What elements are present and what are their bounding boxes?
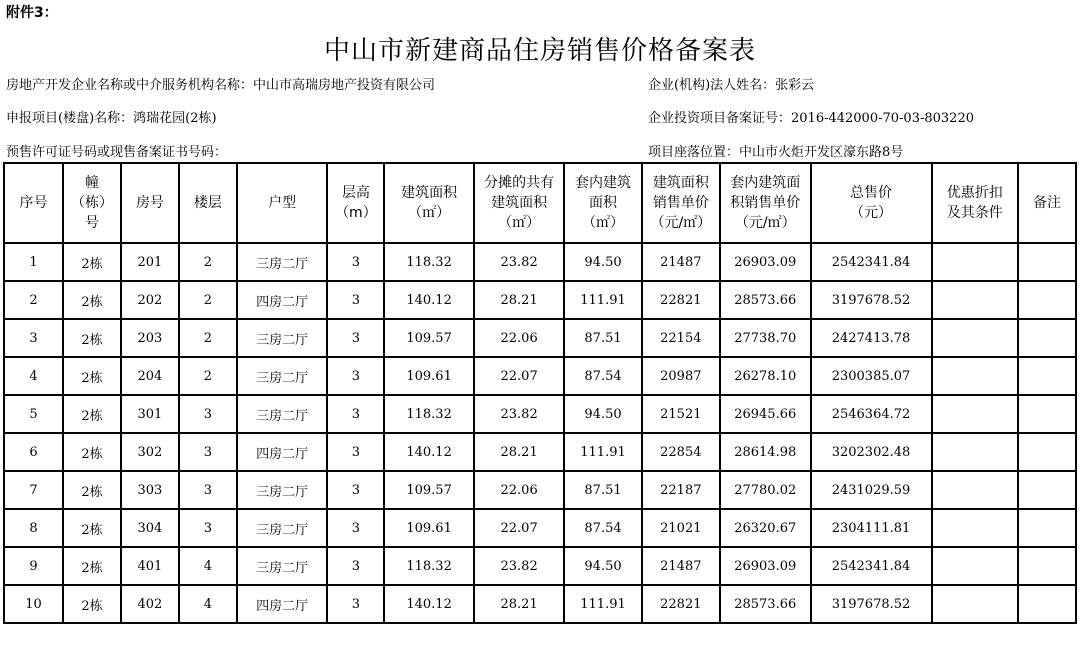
column-header <box>384 163 474 243</box>
table-cell: 87.54 <box>564 509 641 547</box>
table-cell: 26945.66 <box>720 395 811 433</box>
column-header <box>474 163 565 243</box>
table-cell: 2 <box>179 319 237 357</box>
table-cell <box>932 509 1018 547</box>
table-cell: 8 <box>4 509 63 547</box>
table-cell <box>1018 547 1076 585</box>
table-cell: 140.12 <box>384 281 474 319</box>
project-location: 项目座落位置：中山市火炬开发区濠东路8号 <box>648 145 904 160</box>
table-cell: 87.51 <box>564 319 641 357</box>
table-cell: 201 <box>121 243 179 281</box>
table-cell: 22.06 <box>474 319 565 357</box>
column-header-label: 序号 <box>19 195 48 211</box>
price-record-table <box>3 162 1077 624</box>
column-header-label: 层高 （m） <box>335 185 377 221</box>
table-cell: 三房二厅 <box>237 319 328 357</box>
table-cell: 三房二厅 <box>237 357 328 395</box>
column-header-label: 总售价 （元） <box>850 185 893 221</box>
table-body <box>4 243 1076 623</box>
table-cell <box>932 433 1018 471</box>
table-row <box>4 547 1076 585</box>
table-cell: 3 <box>179 509 237 547</box>
table-cell: 2栋 <box>63 281 121 319</box>
table-cell: 三房二厅 <box>237 395 328 433</box>
table-cell: 2546364.72 <box>811 395 932 433</box>
table-cell: 2栋 <box>63 243 121 281</box>
table-cell: 3 <box>327 509 384 547</box>
table-cell: 118.32 <box>384 243 474 281</box>
table-cell <box>932 395 1018 433</box>
table-cell: 203 <box>121 319 179 357</box>
table-cell: 3 <box>327 281 384 319</box>
table-cell: 2431029.59 <box>811 471 932 509</box>
table-cell <box>932 471 1018 509</box>
column-header-label: 幢 （栋） 号 <box>70 175 113 231</box>
table-cell <box>1018 243 1076 281</box>
table-cell: 5 <box>4 395 63 433</box>
column-header <box>237 163 328 243</box>
table-cell: 22.07 <box>474 357 565 395</box>
table-cell: 26903.09 <box>720 243 811 281</box>
table-cell: 94.50 <box>564 547 641 585</box>
table-cell: 3 <box>327 319 384 357</box>
table-cell: 2 <box>179 243 237 281</box>
table-row <box>4 281 1076 319</box>
table-cell: 23.82 <box>474 395 565 433</box>
table-cell: 22154 <box>642 319 720 357</box>
table-cell <box>1018 281 1076 319</box>
table-cell: 3 <box>327 471 384 509</box>
table-cell: 118.32 <box>384 547 474 585</box>
table-cell: 四房二厅 <box>237 585 328 623</box>
table-cell: 2栋 <box>63 585 121 623</box>
table-cell: 22.06 <box>474 471 565 509</box>
attachment-label: 附件3： <box>6 5 58 21</box>
table-cell: 3 <box>327 357 384 395</box>
table-cell: 3 <box>327 585 384 623</box>
table-cell: 三房二厅 <box>237 547 328 585</box>
table-row <box>4 509 1076 547</box>
table-cell: 109.61 <box>384 357 474 395</box>
table-cell: 111.91 <box>564 585 641 623</box>
table-cell <box>1018 585 1076 623</box>
column-header <box>564 163 641 243</box>
table-row <box>4 433 1076 471</box>
table-cell: 2 <box>179 281 237 319</box>
table-cell <box>932 281 1018 319</box>
table-cell: 2栋 <box>63 471 121 509</box>
table-cell: 2542341.84 <box>811 243 932 281</box>
table-cell: 2栋 <box>63 357 121 395</box>
table-cell: 21487 <box>642 547 720 585</box>
table-cell: 四房二厅 <box>237 433 328 471</box>
table-cell: 2542341.84 <box>811 547 932 585</box>
legal-representative: 企业(机构)法人姓名：张彩云 <box>648 78 815 93</box>
column-header <box>1018 163 1076 243</box>
column-header-label: 优惠折扣 及其条件 <box>946 185 1003 221</box>
table-cell <box>1018 395 1076 433</box>
table-cell: 2304111.81 <box>811 509 932 547</box>
column-header-label: 房号 <box>135 195 164 211</box>
table-cell: 94.50 <box>564 395 641 433</box>
table-cell: 2栋 <box>63 509 121 547</box>
table-cell: 21021 <box>642 509 720 547</box>
table-cell: 202 <box>121 281 179 319</box>
column-header-label: 套内建筑 面积 （㎡） <box>575 175 632 231</box>
table-cell: 28614.98 <box>720 433 811 471</box>
table-cell: 109.61 <box>384 509 474 547</box>
table-cell: 2 <box>179 357 237 395</box>
table-cell: 22821 <box>642 585 720 623</box>
table-cell <box>1018 471 1076 509</box>
table-cell <box>932 585 1018 623</box>
table-cell: 3 <box>4 319 63 357</box>
table-cell: 三房二厅 <box>237 243 328 281</box>
table-cell: 2栋 <box>63 547 121 585</box>
table-row <box>4 471 1076 509</box>
table-cell: 402 <box>121 585 179 623</box>
table-cell <box>932 243 1018 281</box>
column-header-label: 户型 <box>268 195 297 211</box>
table-cell <box>932 357 1018 395</box>
table-cell: 204 <box>121 357 179 395</box>
table-cell: 2300385.07 <box>811 357 932 395</box>
document-title: 中山市新建商品住房销售价格备案表 <box>323 36 756 66</box>
table-cell: 2栋 <box>63 319 121 357</box>
table-cell: 2427413.78 <box>811 319 932 357</box>
table-cell: 2栋 <box>63 433 121 471</box>
table-cell: 2 <box>4 281 63 319</box>
table-cell: 140.12 <box>384 433 474 471</box>
table-cell: 7 <box>4 471 63 509</box>
table-cell: 3 <box>179 395 237 433</box>
column-header-label: 备注 <box>1032 195 1061 211</box>
table-cell: 3 <box>327 395 384 433</box>
table-cell: 四房二厅 <box>237 281 328 319</box>
table-cell: 3197678.52 <box>811 585 932 623</box>
table-cell: 118.32 <box>384 395 474 433</box>
table-cell: 28573.66 <box>720 585 811 623</box>
column-header-label: 建筑面积 销售单价 （元/㎡） <box>650 175 712 231</box>
table-cell: 87.51 <box>564 471 641 509</box>
table-cell: 22854 <box>642 433 720 471</box>
table-cell: 26320.67 <box>720 509 811 547</box>
table-cell: 401 <box>121 547 179 585</box>
table-cell: 2栋 <box>63 395 121 433</box>
table-cell: 23.82 <box>474 547 565 585</box>
table-cell: 1 <box>4 243 63 281</box>
table-cell: 4 <box>179 585 237 623</box>
table-cell: 302 <box>121 433 179 471</box>
column-header <box>63 163 121 243</box>
table-cell: 22821 <box>642 281 720 319</box>
table-cell: 21521 <box>642 395 720 433</box>
table-cell: 87.54 <box>564 357 641 395</box>
column-header-label: 楼层 <box>193 195 222 211</box>
column-header <box>121 163 179 243</box>
table-cell: 3202302.48 <box>811 433 932 471</box>
column-header <box>811 163 932 243</box>
table-cell: 303 <box>121 471 179 509</box>
table-row <box>4 319 1076 357</box>
presale-permit-number: 预售许可证号码或现售备案证书号码： <box>6 145 228 160</box>
table-cell <box>1018 357 1076 395</box>
table-cell: 9 <box>4 547 63 585</box>
column-header-label: 套内建筑面 积销售单价 （元/㎡） <box>730 175 801 231</box>
table-cell: 22.07 <box>474 509 565 547</box>
table-cell <box>1018 319 1076 357</box>
table-header-row <box>4 163 1076 243</box>
table-cell: 3 <box>327 243 384 281</box>
table-cell: 21487 <box>642 243 720 281</box>
table-cell: 3 <box>327 547 384 585</box>
table-row <box>4 357 1076 395</box>
table-row <box>4 585 1076 623</box>
table-cell: 111.91 <box>564 433 641 471</box>
column-header <box>4 163 63 243</box>
table-cell: 109.57 <box>384 319 474 357</box>
table-cell: 6 <box>4 433 63 471</box>
table-cell <box>932 547 1018 585</box>
table-cell: 301 <box>121 395 179 433</box>
column-header <box>327 163 384 243</box>
table-cell: 22187 <box>642 471 720 509</box>
column-header <box>179 163 237 243</box>
table-cell: 10 <box>4 585 63 623</box>
table-cell: 27780.02 <box>720 471 811 509</box>
table-cell: 28.21 <box>474 585 565 623</box>
column-header <box>642 163 720 243</box>
table-cell: 3 <box>179 433 237 471</box>
table-cell: 304 <box>121 509 179 547</box>
table-cell: 26278.10 <box>720 357 811 395</box>
table-cell: 94.50 <box>564 243 641 281</box>
table-cell: 26903.09 <box>720 547 811 585</box>
table-cell <box>1018 509 1076 547</box>
table-cell: 140.12 <box>384 585 474 623</box>
table-cell <box>1018 433 1076 471</box>
table-cell: 3 <box>179 471 237 509</box>
project-record-number: 企业投资项目备案证号：2016-442000-70-03-803220 <box>648 111 974 126</box>
developer-name: 房地产开发企业名称或中介服务机构名称：中山市高瑞房地产投资有限公司 <box>6 78 436 93</box>
table-cell: 111.91 <box>564 281 641 319</box>
column-header-label: 建筑面积 （㎡） <box>401 185 458 221</box>
table-cell: 28.21 <box>474 433 565 471</box>
table-cell: 28.21 <box>474 281 565 319</box>
table-row <box>4 243 1076 281</box>
table-cell: 109.57 <box>384 471 474 509</box>
table-cell: 3197678.52 <box>811 281 932 319</box>
table-cell: 4 <box>4 357 63 395</box>
project-name: 申报项目(楼盘)名称：鸿瑞花园(2栋) <box>6 111 217 126</box>
column-header-label: 分摊的共有 建筑面积 （㎡） <box>484 175 555 231</box>
column-header <box>932 163 1018 243</box>
table-cell: 20987 <box>642 357 720 395</box>
table-row <box>4 395 1076 433</box>
column-header <box>720 163 811 243</box>
table-cell: 3 <box>327 433 384 471</box>
table-cell: 27738.70 <box>720 319 811 357</box>
table-cell: 23.82 <box>474 243 565 281</box>
table-cell: 4 <box>179 547 237 585</box>
table-cell: 三房二厅 <box>237 471 328 509</box>
table-cell: 三房二厅 <box>237 509 328 547</box>
table-cell <box>932 319 1018 357</box>
table-cell: 28573.66 <box>720 281 811 319</box>
